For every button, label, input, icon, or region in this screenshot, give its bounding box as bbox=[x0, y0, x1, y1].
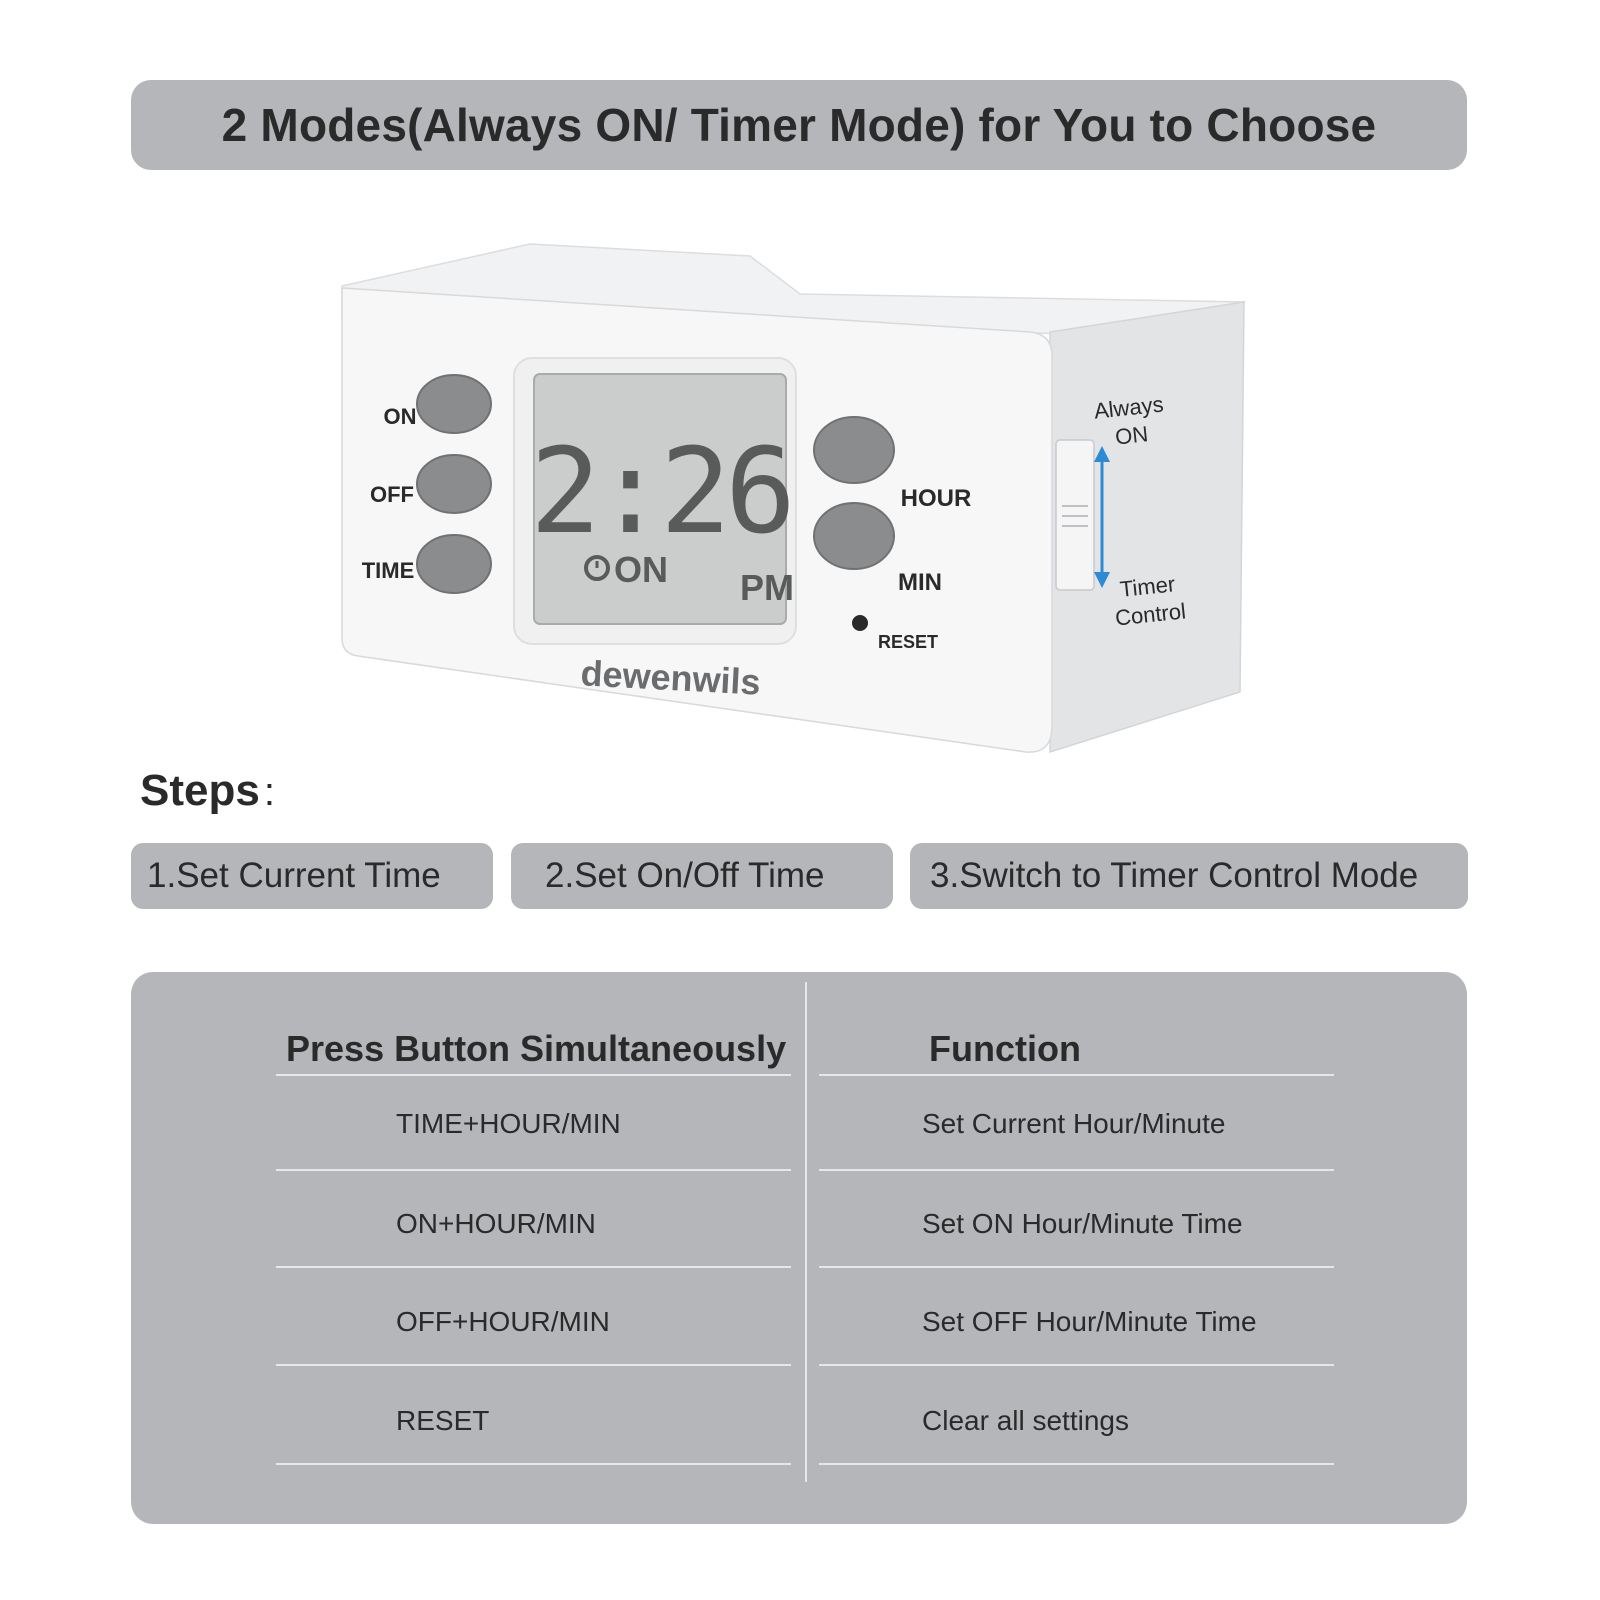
button-function-table bbox=[131, 972, 1467, 1524]
step-2-label: 2.Set On/Off Time bbox=[545, 856, 825, 895]
time-button[interactable] bbox=[417, 535, 491, 593]
step-pill-3 bbox=[910, 843, 1468, 909]
reset-pinhole[interactable] bbox=[852, 615, 868, 631]
table-row-press: TIME+HOUR/MIN bbox=[396, 1108, 621, 1139]
row-divider-right bbox=[819, 1266, 1334, 1268]
timer-device-image bbox=[330, 240, 1290, 780]
step-pill-1 bbox=[131, 843, 493, 909]
always-label: Always bbox=[1092, 391, 1165, 424]
step-3-label: 3.Switch to Timer Control Mode bbox=[930, 856, 1419, 895]
row-divider-left bbox=[276, 1266, 791, 1268]
hour-button-label: HOUR bbox=[900, 485, 972, 512]
header-press-button: Press Button Simultaneously bbox=[286, 1028, 787, 1069]
header-function: Function bbox=[929, 1028, 1081, 1069]
table-row-press: OFF+HOUR/MIN bbox=[396, 1306, 610, 1337]
header-underline-right bbox=[819, 1074, 1334, 1076]
table-row-function: Clear all settings bbox=[922, 1405, 1129, 1436]
control-label: Control bbox=[1113, 598, 1188, 631]
row-divider-right bbox=[819, 1169, 1334, 1171]
lcd-time-digits: 2:26 bbox=[529, 422, 791, 560]
table-row-press: RESET bbox=[396, 1405, 490, 1436]
lcd-on-indicator: ON bbox=[614, 549, 668, 590]
off-button[interactable] bbox=[417, 455, 491, 513]
on-button[interactable] bbox=[417, 375, 491, 433]
column-divider bbox=[805, 982, 807, 1482]
hour-button[interactable] bbox=[814, 417, 894, 483]
row-divider-right bbox=[819, 1463, 1334, 1465]
title-banner bbox=[131, 80, 1467, 170]
always-on-label: ON bbox=[1113, 421, 1150, 450]
min-button-label: MIN bbox=[898, 569, 942, 596]
banner-title: 2 Modes(Always ON/ Timer Mode) for You to Choose bbox=[221, 99, 1377, 151]
table-row-function: Set Current Hour/Minute bbox=[922, 1108, 1226, 1139]
table-row-press: ON+HOUR/MIN bbox=[396, 1208, 596, 1239]
steps-heading-colon: : bbox=[263, 770, 275, 814]
off-button-label: OFF bbox=[370, 482, 414, 507]
time-button-label: TIME bbox=[361, 558, 415, 583]
lcd-pm-indicator: PM bbox=[740, 567, 794, 608]
header-underline-left bbox=[276, 1074, 791, 1076]
table-row-function: Set OFF Hour/Minute Time bbox=[922, 1306, 1257, 1337]
min-button[interactable] bbox=[814, 503, 894, 569]
timer-device-illustration bbox=[330, 240, 1290, 780]
row-divider-right bbox=[819, 1364, 1334, 1366]
reset-label: RESET bbox=[877, 632, 939, 652]
row-divider-left bbox=[276, 1364, 791, 1366]
on-button-label: ON bbox=[383, 404, 417, 429]
step-1-label: 1.Set Current Time bbox=[147, 856, 441, 895]
brand-logo: dewenwils bbox=[579, 652, 762, 703]
step-pill-2 bbox=[511, 843, 893, 909]
table-row-function: Set ON Hour/Minute Time bbox=[922, 1208, 1243, 1239]
timer-label: Timer bbox=[1118, 571, 1177, 602]
steps-heading bbox=[140, 766, 275, 816]
row-divider-left bbox=[276, 1169, 791, 1171]
steps-heading-text: Steps bbox=[140, 766, 260, 815]
row-divider-left bbox=[276, 1463, 791, 1465]
